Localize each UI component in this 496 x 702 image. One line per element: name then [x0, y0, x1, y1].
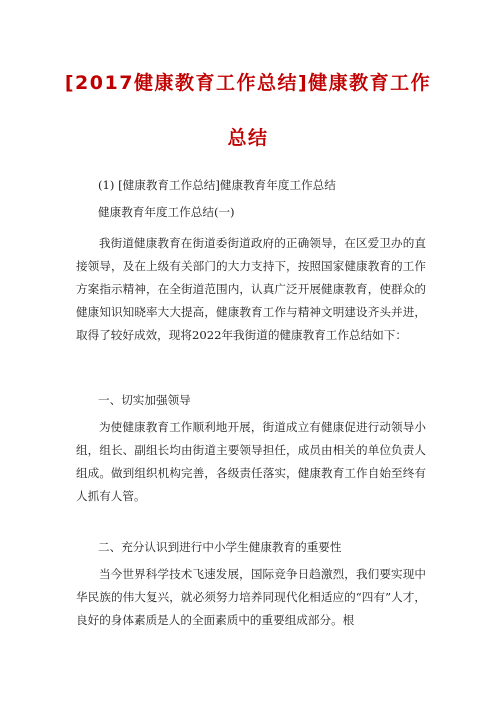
paragraph-body-2: 为使健康教育工作顺利地开展，街道成立有健康促进行动领导小组，组长、副组长均由街道主要领导担任，成员由相关的单位负责人组成。做到组织机构完善，各级责任落实，健康教育工作自始至终有人抓有人管。: [76, 420, 426, 503]
section-heading-1: 一、切实加强领导: [98, 393, 191, 407]
section-heading-2: 二、充分认识到进行中小学生健康教育的重要性: [98, 540, 342, 554]
paragraph-body-1: 我街道健康教育在街道委街道政府的正确领导，在区爱卫办的直接领导，及在上级有关部门的大力支持下，按照国家健康教育的工作方案指示精神，在全街道范围内，认真广泛开展健康教育，使群众的健康知识知晓率大大提高，健康教育工作与精神文明建设齐头并进，取得了较好成效，现将2022年我街道的健康教育工作总结如下：: [76, 236, 426, 342]
document-title-line-2: 总结: [227, 127, 269, 149]
paragraph-body-3: 当今世界科学技术飞速发展，国际竞争日趋激烈，我们要实现中华民族的伟大复兴，就必须努力培养同现代化相适应的“四有”人才，良好的身体素质是人的全面素质中的重要组成部分。根: [76, 567, 426, 627]
document-title-line-1: [2017健康教育工作总结]健康教育工作: [64, 72, 432, 94]
paragraph-heading-1: (1) [健康教育工作总结]健康教育年度工作总结: [98, 178, 336, 192]
paragraph-heading-2: 健康教育年度工作总结(一): [98, 205, 235, 219]
